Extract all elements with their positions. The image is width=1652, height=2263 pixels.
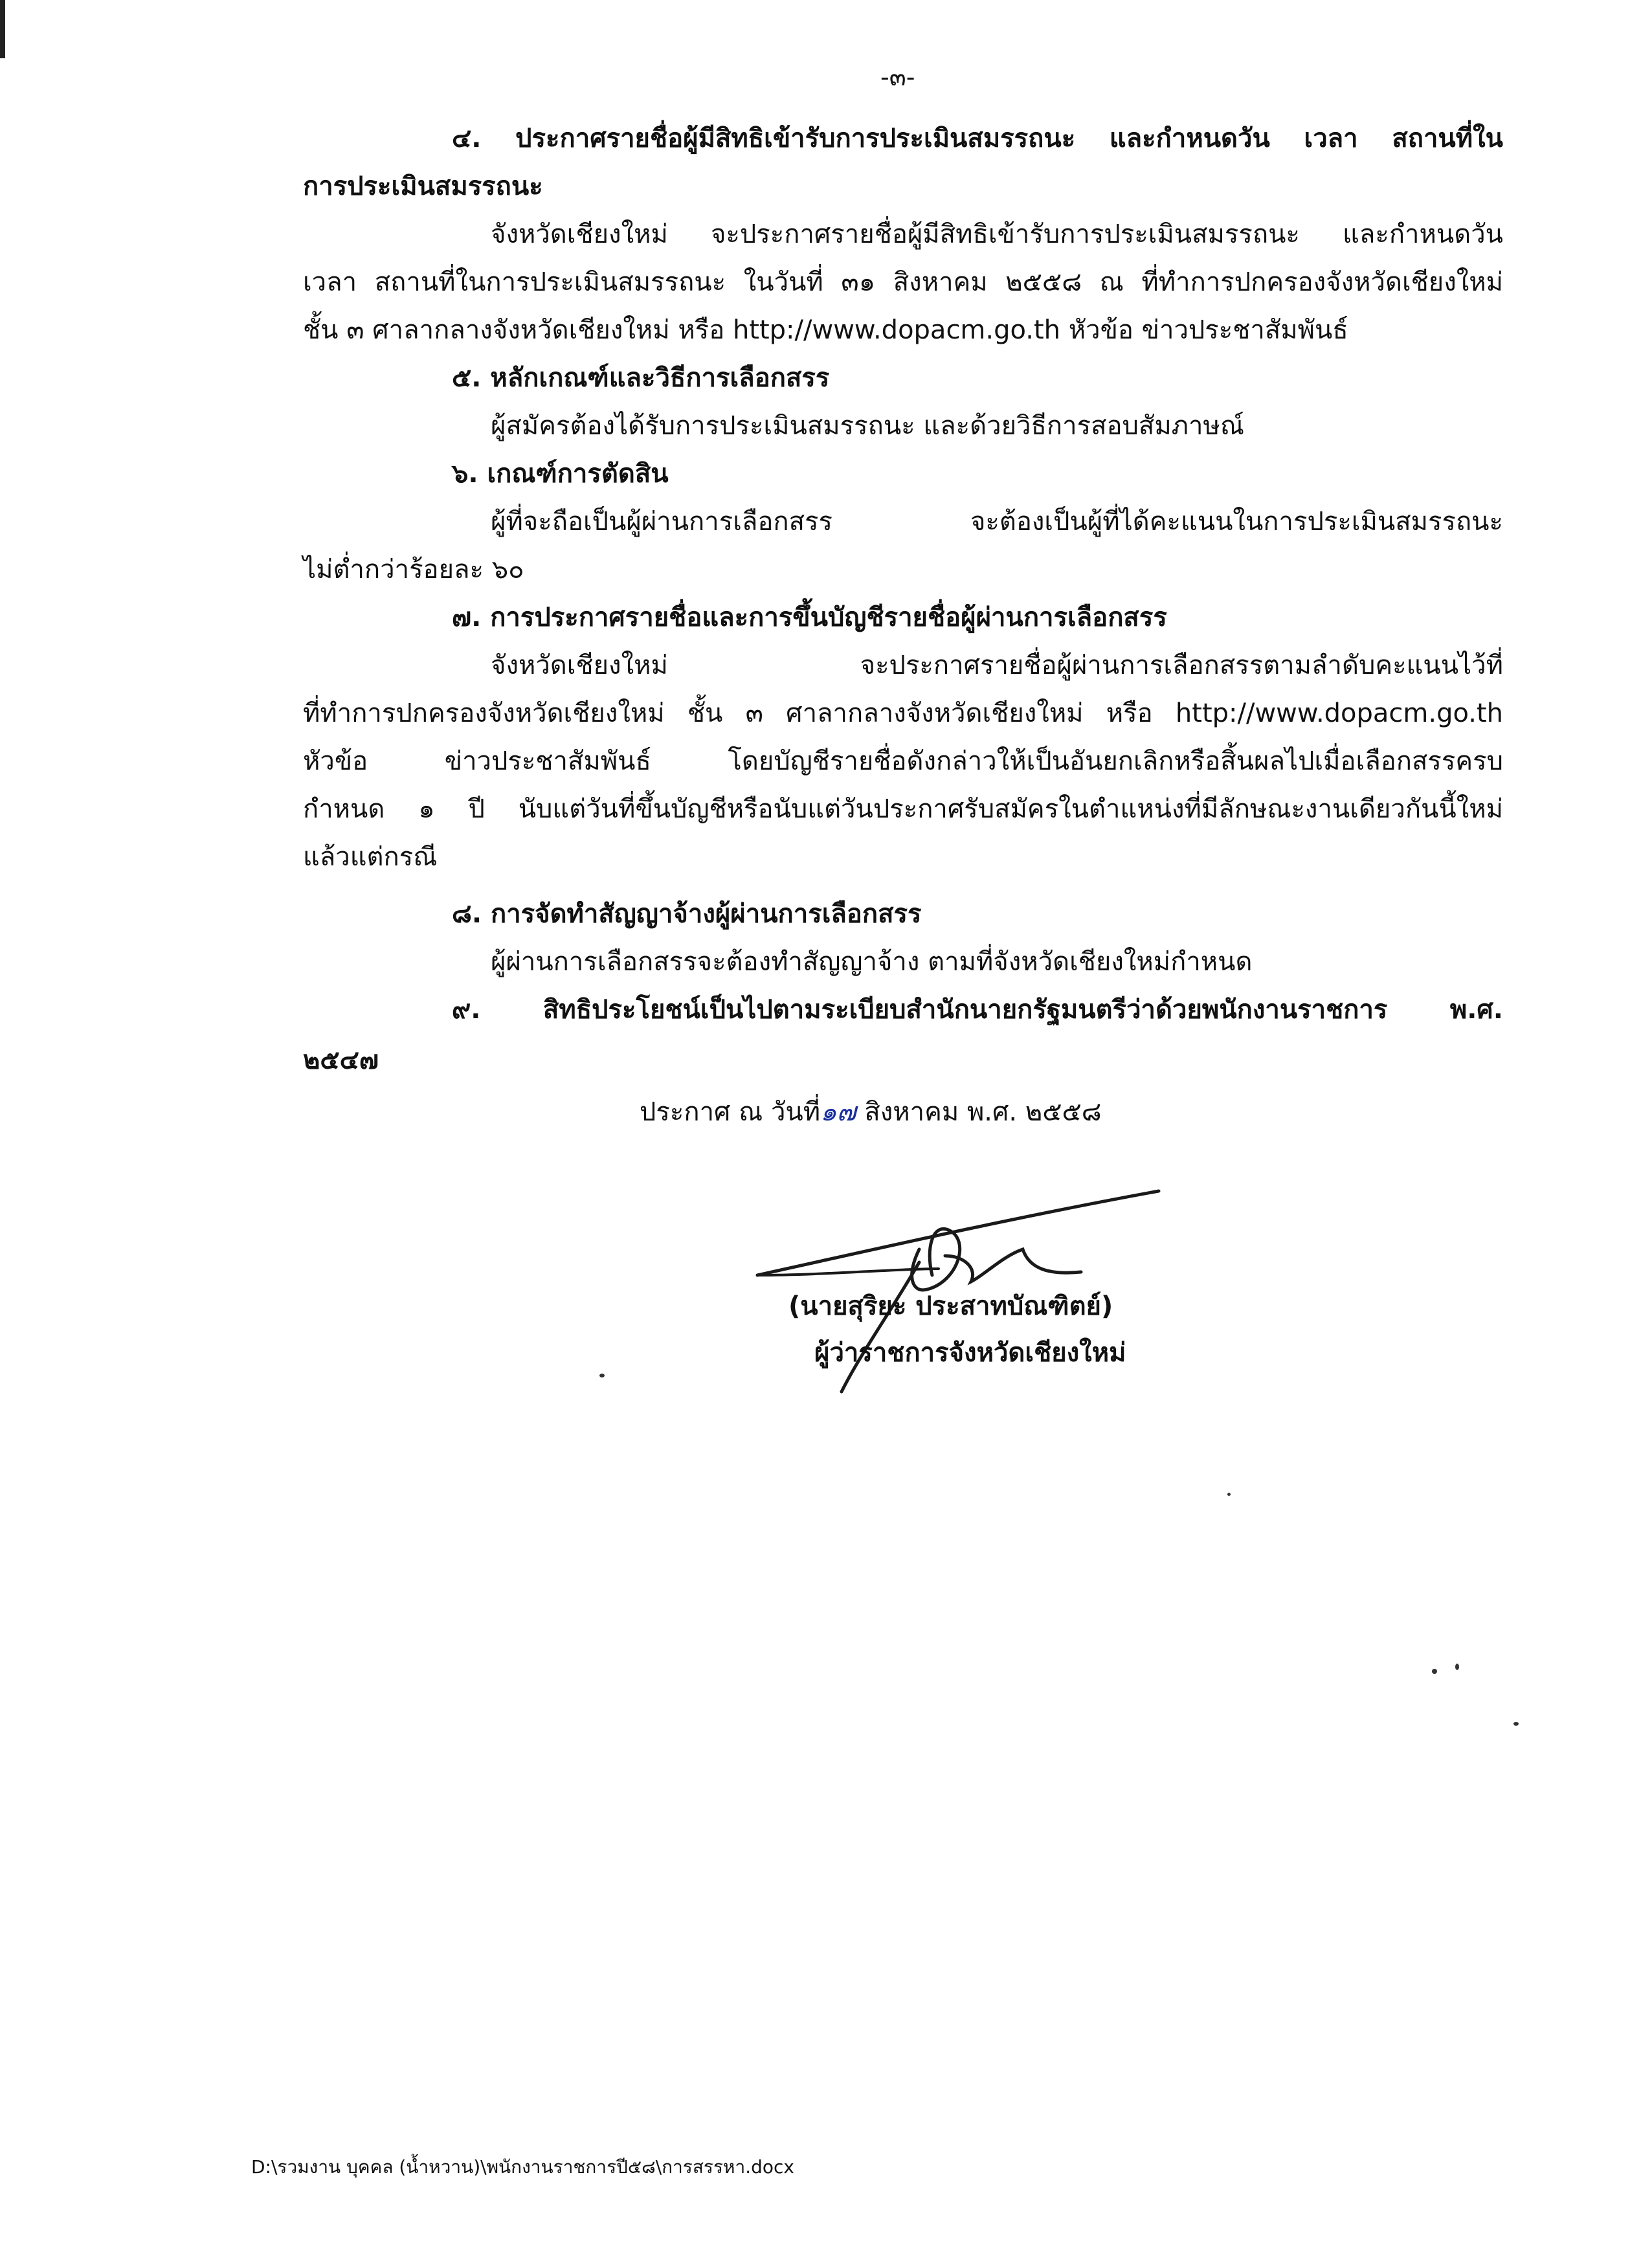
section-6-heading: ๖. เกณฑ์การตัดสิน [452, 459, 669, 489]
section-7-body-line3: หัวข้อ ข่าวประชาสัมพันธ์ โดยบัญชีรายชื่อดังกล่าวให้เป็นอันยกเลิกหรือสิ้นผลไปเมื่อเลือกสรรครบ [303, 746, 1503, 776]
section-7-body-line4: กำหนด ๑ ปี นับแต่วันที่ขึ้นบัญชีหรือนับแต่วันประกาศรับสมัครในตำแหน่งที่มีลักษณะงานเดียวกันนี้ใหม่ [303, 794, 1503, 824]
announcement-suffix: สิงหาคม พ.ศ. ๒๕๕๘ [864, 1097, 1102, 1127]
section-7-heading: ๗. การประกาศรายชื่อและการขึ้นบัญชีรายชื่อผู้ผ่านการเลือกสรร [452, 603, 1167, 632]
section-4-body-line3: ชั้น ๓ ศาลากลางจังหวัดเชียงใหม่ หรือ http://www.dopacm.go.th หัวข้อ ข่าวประชาสัมพันธ์ [303, 315, 1348, 345]
section-9-heading-line1: ๙. สิทธิประโยชน์เป็นไปตามระเบียบสำนักนายกรัฐมนตรีว่าด้วยพนักงานราชการ พ.ศ. [452, 995, 1503, 1025]
section-4-heading-line2: การประเมินสมรรถนะ [303, 172, 543, 201]
announcement-date [640, 1094, 1102, 1130]
section-8-heading: ๘. การจัดทำสัญญาจ้างผู้ผ่านการเลือกสรร [452, 899, 922, 929]
section-5-heading: ๕. หลักเกณฑ์และวิธีการเลือกสรร [452, 363, 830, 393]
section-7-body-line5: แล้วแต่กรณี [303, 842, 438, 872]
scan-speck [1227, 1493, 1231, 1496]
section-6-body-line2: ไม่ต่ำกว่าร้อยละ ๖๐ [303, 555, 524, 585]
signatory-name: (นายสุริยะ ประสาทบัณฑิตย์) [788, 1291, 1113, 1321]
section-4-body-line2: เวลา สถานที่ในการประเมินสมรรถนะ ในวันที่ ๓๑ สิงหาคม ๒๕๕๘ ณ ที่ทำการปกครองจังหวัดเชียงใหม่ [303, 267, 1503, 297]
page-number: -๓- [880, 63, 915, 91]
scan-speck [599, 1374, 605, 1377]
footer-file-path: D:\รวมงาน บุคคล (น้ำหวาน)\พนักงานราชการปี๕๘\การสรรหา.docx [251, 2156, 794, 2178]
section-4-body-line1: จังหวัดเชียงใหม่ จะประกาศรายชื่อผู้มีสิทธิเข้ารับการประเมินสมรรถนะ และกำหนดวัน [491, 219, 1503, 249]
section-6-body-line1: ผู้ที่จะถือเป็นผู้ผ่านการเลือกสรร จะต้องเป็นผู้ที่ได้คะแนนในการประเมินสมรรถนะ [491, 507, 1503, 537]
section-9-heading-line2: ๒๕๔๗ [303, 1045, 379, 1075]
section-7-body-line1: จังหวัดเชียงใหม่ จะประกาศรายชื่อผู้ผ่านการเลือกสรรตามลำดับคะแนนไว้ที่ [491, 651, 1503, 680]
announcement-day: ๑๗ [820, 1097, 856, 1127]
section-4-heading-line1: ๔. ประกาศรายชื่อผู้มีสิทธิเข้ารับการประเมินสมรรถนะ และกำหนดวัน เวลา สถานที่ใน [452, 124, 1503, 153]
announcement-prefix: ประกาศ ณ วันที่ [640, 1097, 821, 1127]
scan-speck [1513, 1722, 1519, 1726]
section-8-body-line1: ผู้ผ่านการเลือกสรรจะต้องทำสัญญาจ้าง ตามที่จังหวัดเชียงใหม่กำหนด [491, 947, 1253, 977]
signatory-title: ผู้ว่าราชการจังหวัดเชียงใหม่ [814, 1338, 1126, 1368]
section-7-body-line2: ที่ทำการปกครองจังหวัดเชียงใหม่ ชั้น ๓ ศาลากลางจังหวัดเชียงใหม่ หรือ http://www.dopacm.go.th [303, 698, 1503, 728]
scan-speck [1455, 1664, 1459, 1670]
scan-edge [0, 0, 5, 58]
scan-speck [1432, 1669, 1437, 1674]
section-5-body-line1: ผู้สมัครต้องได้รับการประเมินสมรรถนะ และด้วยวิธีการสอบสัมภาษณ์ [491, 411, 1244, 441]
